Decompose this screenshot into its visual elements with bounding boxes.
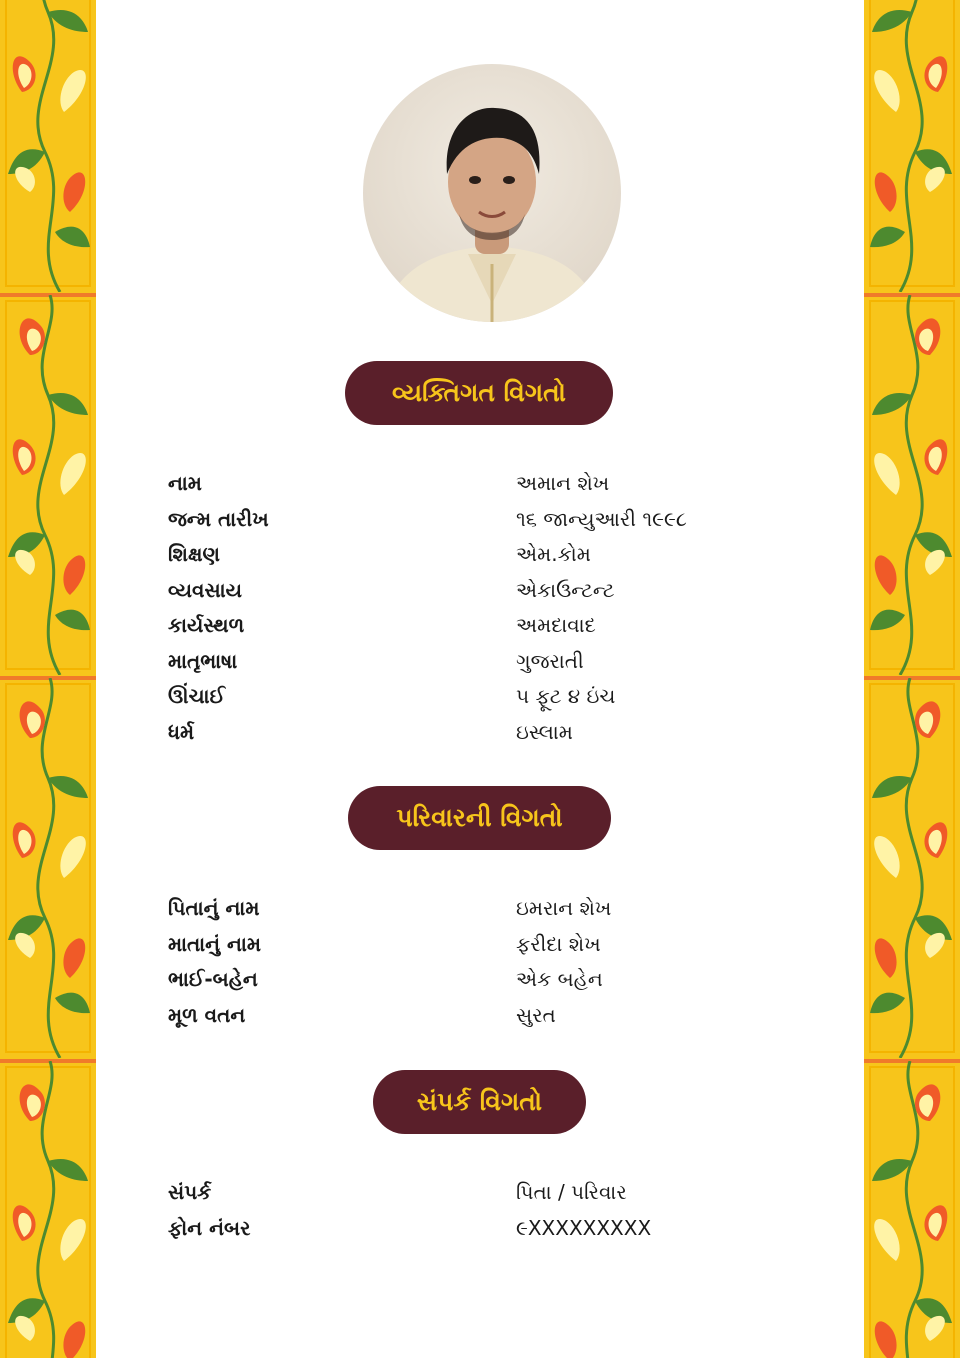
detail-row xyxy=(0,1211,960,1245)
detail-value: સુરત xyxy=(516,1002,556,1027)
detail-value: અમાન શેખ xyxy=(516,471,610,495)
detail-row xyxy=(0,573,960,607)
detail-value: ૧૬ જાન્યુઆરી ૧૯૯૮ xyxy=(516,506,687,531)
floral-panel xyxy=(864,0,960,292)
detail-row xyxy=(0,1175,960,1209)
section-title-personal-text: વ્યક્તિગત વિગતો xyxy=(392,378,566,407)
section-title-personal xyxy=(345,361,613,425)
floral-panel xyxy=(864,1061,960,1358)
detail-row xyxy=(0,466,960,500)
detail-row xyxy=(0,502,960,536)
detail-label: ભાઈ-બહેન xyxy=(168,967,258,991)
detail-label: પિતાનું નામ xyxy=(168,896,260,920)
detail-value: ગુજરાતી xyxy=(516,648,584,673)
detail-row xyxy=(0,537,960,571)
section-title-family-text: પરિવારની વિગતો xyxy=(396,803,563,832)
detail-row xyxy=(0,608,960,642)
detail-label: શિક્ષણ xyxy=(168,542,220,566)
detail-row xyxy=(0,679,960,713)
detail-value: ઇસ્લામ xyxy=(516,719,573,744)
detail-label: ફોન નંબર xyxy=(168,1216,251,1240)
section-title-contact xyxy=(373,1070,586,1134)
detail-value: અમદાવાદ xyxy=(516,613,596,637)
detail-label: કાર્યસ્થળ xyxy=(168,613,245,637)
detail-label: ધર્મ xyxy=(168,719,195,744)
detail-row xyxy=(0,998,960,1032)
detail-label: સંપર્ક xyxy=(168,1180,212,1204)
detail-row xyxy=(0,644,960,678)
detail-label: મૂળ વતન xyxy=(168,1002,246,1027)
detail-value: ફરીદા શેખ xyxy=(516,931,601,956)
detail-row xyxy=(0,927,960,961)
detail-row xyxy=(0,891,960,925)
floral-panel xyxy=(0,0,96,292)
detail-row xyxy=(0,962,960,996)
section-title-contact-text: સંપર્ક વિગતો xyxy=(416,1087,543,1116)
detail-label: નામ xyxy=(168,471,202,495)
detail-value: એક બહેન xyxy=(516,967,603,991)
detail-value: ૫ ફૂટ ૪ ઇંચ xyxy=(516,684,616,708)
person-portrait-icon xyxy=(363,64,621,322)
detail-value: એકાઉન્ટન્ટ xyxy=(516,577,615,602)
detail-label: વ્યવસાય xyxy=(168,577,242,602)
detail-label: માતાનું નામ xyxy=(168,931,261,956)
floral-panel xyxy=(0,1061,96,1358)
detail-value: પિતા / પરિવાર xyxy=(516,1180,627,1204)
section-title-family xyxy=(348,786,611,850)
detail-label: ઊંચાઈ xyxy=(168,684,226,708)
detail-value: એમ.કોમ xyxy=(516,542,591,566)
detail-value: ઇમરાન શેખ xyxy=(516,896,612,920)
detail-label: માતૃભાષા xyxy=(168,648,238,673)
detail-label: જન્મ તારીખ xyxy=(168,506,269,531)
profile-photo xyxy=(363,64,621,322)
detail-value: ૯XXXXXXXXX xyxy=(516,1216,652,1240)
detail-row xyxy=(0,715,960,749)
